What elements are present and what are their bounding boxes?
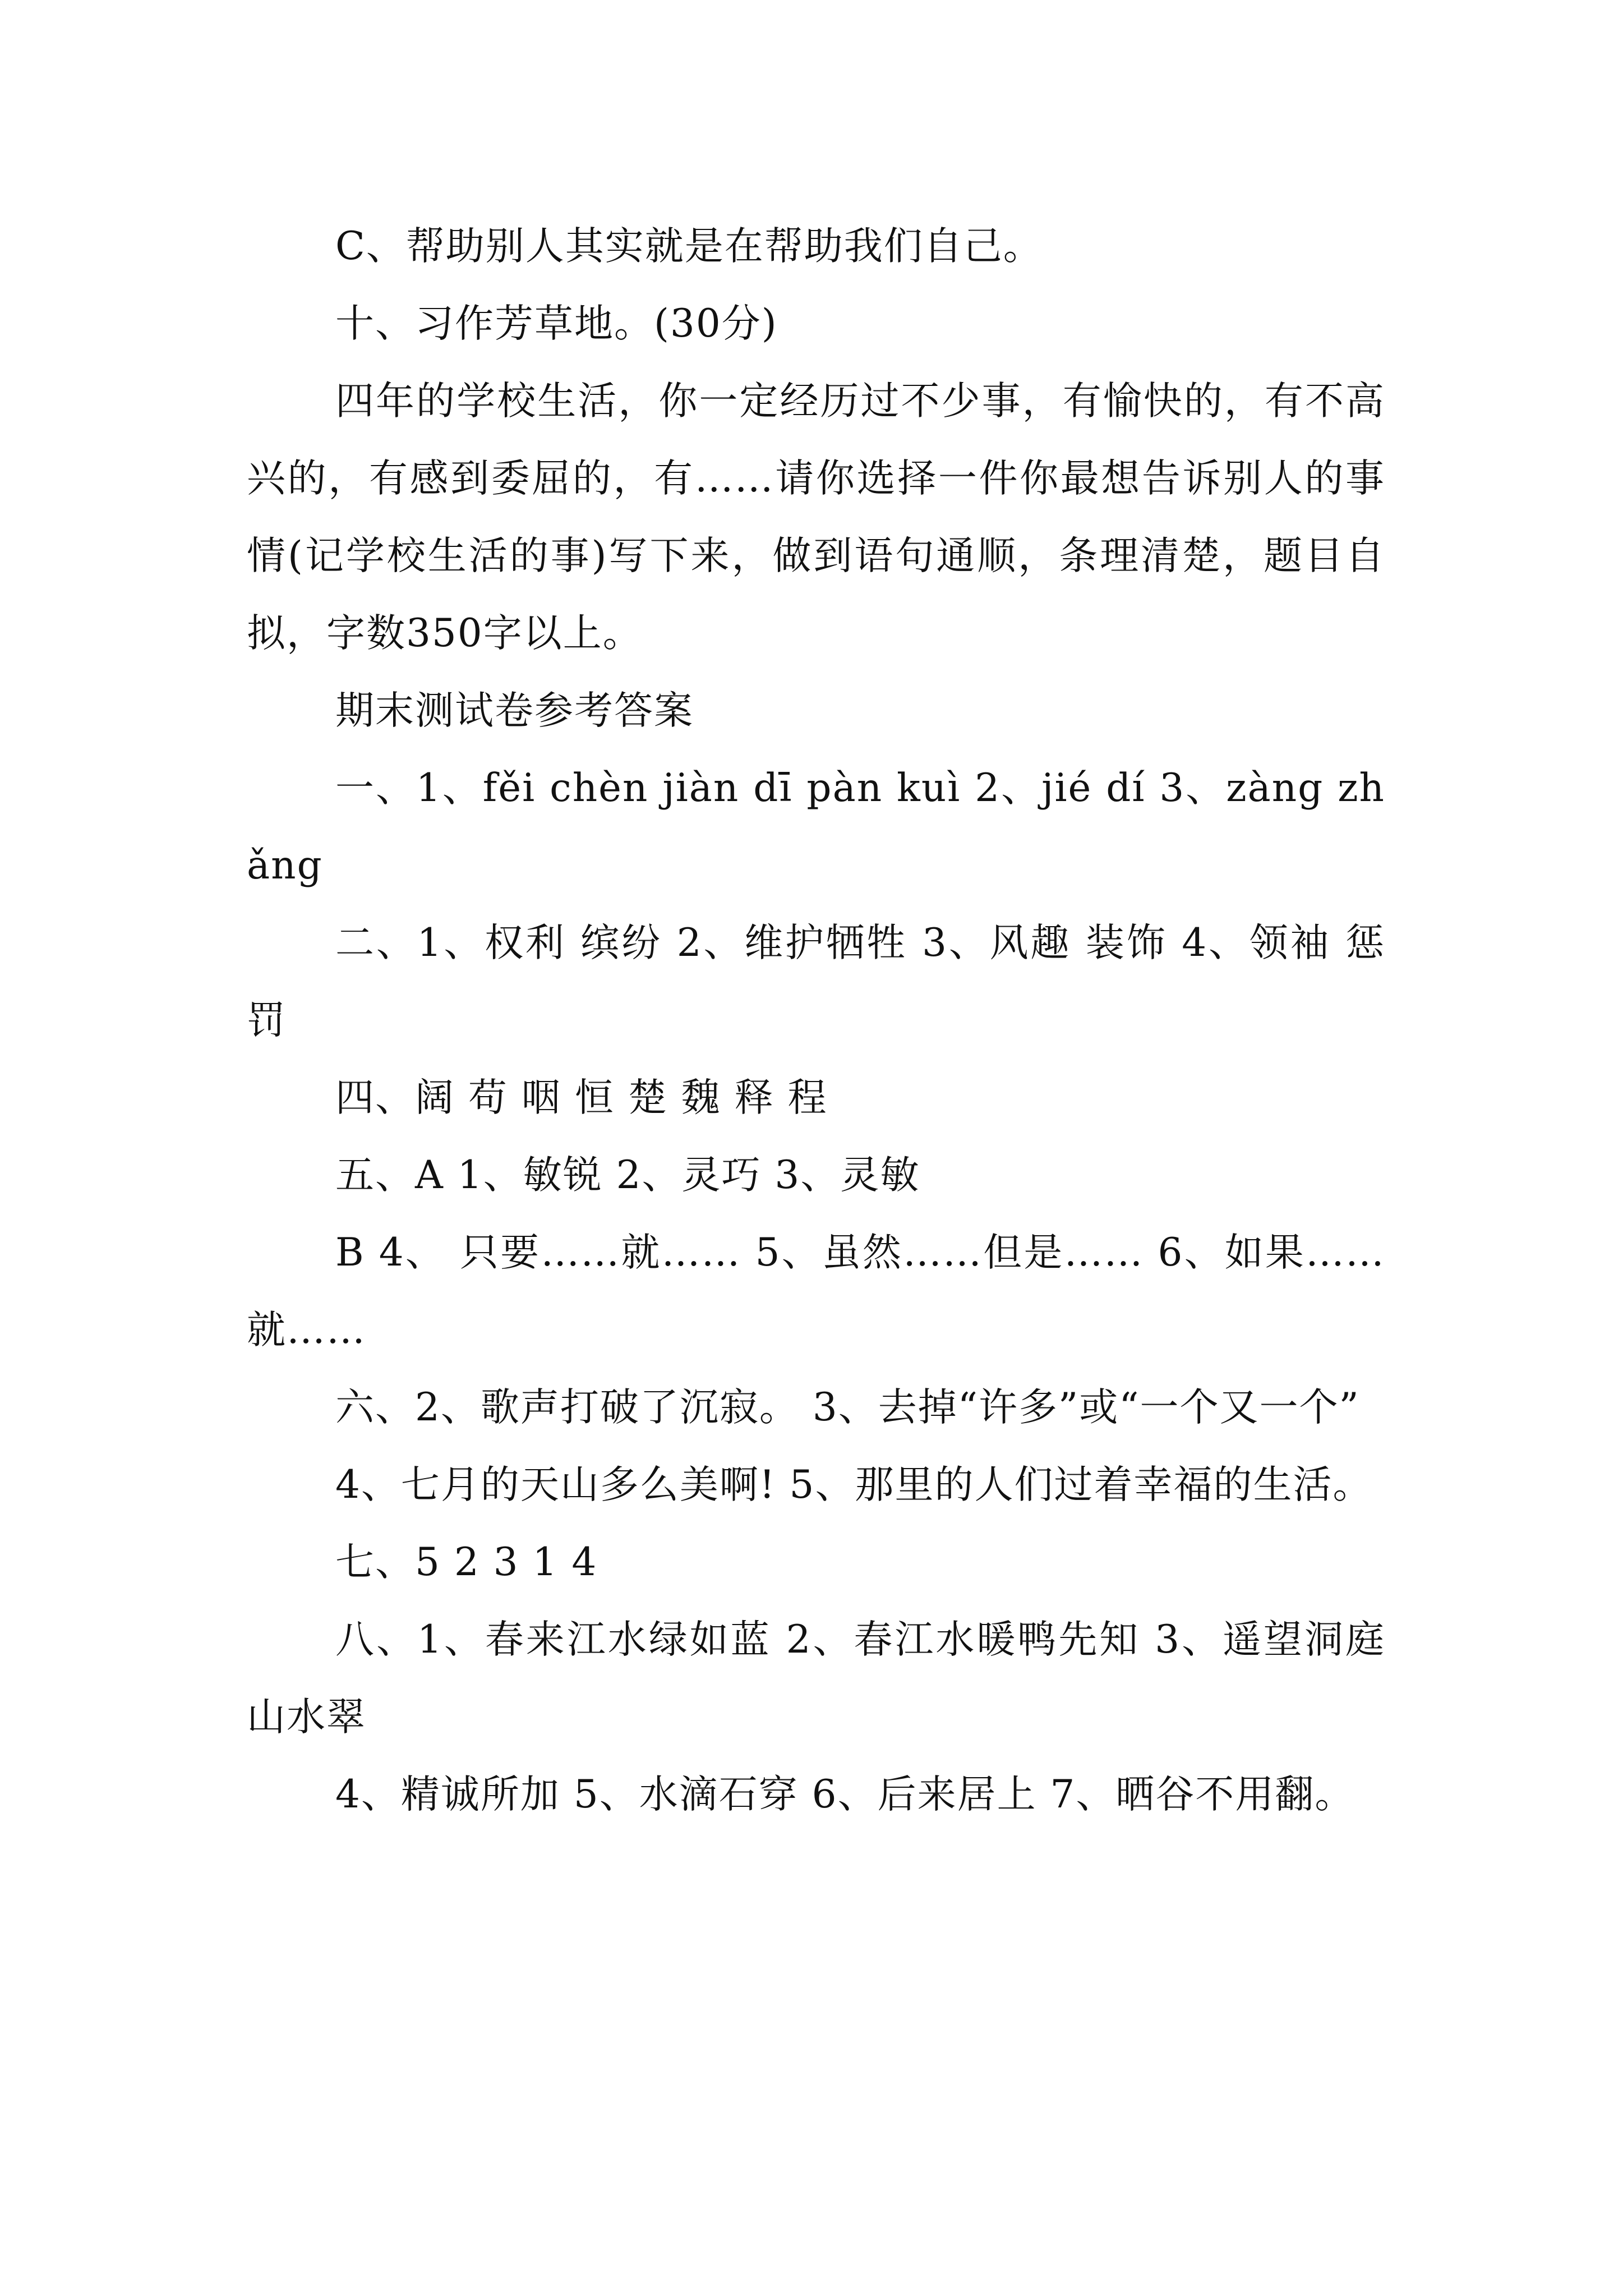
answer-section-five-a: 五、A 1、敏锐 2、灵巧 3、灵敏 [335,1153,920,1198]
answer-section-seven: 七、5 2 3 1 4 [335,1540,598,1585]
answer-section-six-part1: 六、2、歌声打破了沉寂。 3、去掉“许多”或“一个又一个” [335,1385,1360,1430]
answer-section-four: 四、阔 苟 咽 恒 楚 魏 释 程 [335,1075,828,1120]
document-body [247,208,1385,1833]
answer-section-eight-part1: 八、1、春来江水绿如蓝 2、春江水暖鸭先知 3、遥望洞庭山水翠 [247,1617,1385,1740]
composition-prompt: 四年的学校生活，你一定经历过不少事，有愉快的，有不高兴的，有感到委屈的，有……请你选择一件你最想告诉别人的事情(记学校生活的事)写下来，做到语句通顺，条理清楚，题目自拟，字数350字以上。 [247,379,1385,656]
answer-key-title: 期末测试卷参考答案 [335,688,694,733]
answer-section-five-b: B 4、 只要……就…… 5、虽然……但是…… 6、如果……就…… [247,1230,1385,1352]
answer-section-two: 二、1、权利 缤纷 2、维护牺牲 3、风趣 装饰 4、领袖 惩罚 [247,921,1385,1043]
section-ten-heading: 十、习作芳草地。(30分) [335,301,778,346]
answer-section-eight-part2: 4、精诚所加 5、水滴石穿 6、后来居上 7、晒谷不用翻。 [335,1772,1355,1817]
answer-option-c: C、帮助别人其实就是在帮助我们自己。 [335,224,1043,269]
answer-section-one: 一、1、fěi chèn jiàn dī pàn kuì 2、jié dí 3、zàng zhǎng [247,766,1386,888]
answer-section-six-part2: 4、七月的天山多么美啊! 5、那里的人们过着幸福的生活。 [335,1462,1373,1507]
